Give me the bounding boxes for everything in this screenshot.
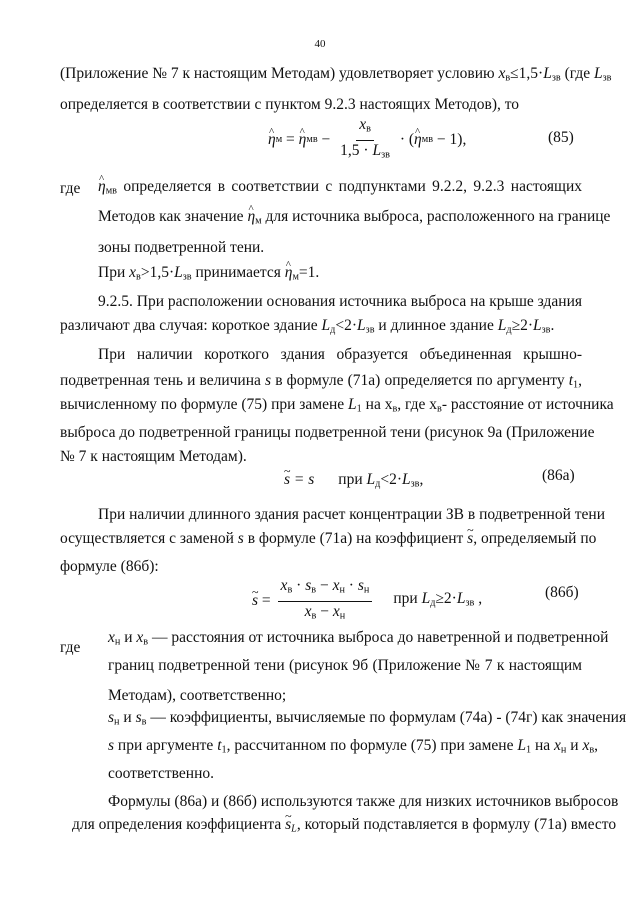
subscript: мв xyxy=(105,185,117,197)
subscript: н xyxy=(339,610,346,622)
text: ≥2· xyxy=(511,317,533,334)
where-label: где xyxy=(60,180,81,197)
eta-symbol: η xyxy=(414,131,422,148)
subscript: 1 xyxy=(525,744,532,756)
equation-86b xyxy=(252,578,482,624)
subscript: зв xyxy=(602,72,612,84)
subscript: д xyxy=(330,324,336,336)
p-short-line-1: При наличии короткого здания образуется объединенная крышно- xyxy=(98,346,582,363)
equation-number-85: (85) xyxy=(548,129,574,146)
text: — расстояния от источника выброса до наветренной и подветренной xyxy=(148,629,609,646)
var-L: L xyxy=(174,264,183,281)
var-L: L xyxy=(421,589,431,607)
text: = xyxy=(258,592,275,609)
var-x: x xyxy=(582,737,590,754)
subscript: н xyxy=(114,716,120,728)
subscript: в xyxy=(366,123,371,135)
var-s: s xyxy=(135,709,142,726)
var-x: x xyxy=(498,65,506,82)
text: = xyxy=(282,131,299,148)
fraction xyxy=(278,576,373,626)
subscript: в xyxy=(311,584,317,596)
var-s: s xyxy=(357,576,364,594)
var-x: x xyxy=(359,115,367,133)
eta-symbol: η xyxy=(298,131,307,148)
eta-symbol: η xyxy=(268,131,276,148)
equation-86a xyxy=(284,470,423,495)
subscript: в xyxy=(287,584,293,596)
var-L: L xyxy=(357,317,366,334)
eta-symbol: η xyxy=(247,208,256,225)
text: >1,5· xyxy=(140,264,175,281)
text: различают два случая: короткое здание xyxy=(60,317,322,334)
subscript: мв xyxy=(306,134,318,145)
p-short-line-4: выброса до подветренной границы подветренной тени (рисунок 9а (Приложение xyxy=(60,424,595,441)
subscript: 1 xyxy=(356,403,362,415)
subscript: в xyxy=(311,610,317,622)
text: − xyxy=(316,602,333,620)
var-L: L xyxy=(497,317,507,334)
subscript: 1 xyxy=(221,744,227,756)
text: ≥2· xyxy=(435,589,457,607)
text: <2· xyxy=(335,317,358,334)
subscript: в xyxy=(505,72,511,84)
p-long-line-2 xyxy=(60,529,597,549)
subscript: в xyxy=(136,271,141,283)
subscript: зв xyxy=(551,72,561,84)
text: − 1), xyxy=(433,131,467,148)
text: и длинное здание xyxy=(374,317,498,334)
text: , где х xyxy=(397,396,438,413)
text: . xyxy=(550,317,555,334)
equation-85 xyxy=(268,117,466,163)
text: в формуле (71а) на коэффициент xyxy=(243,530,468,547)
var-x: x xyxy=(332,602,340,620)
subscript: зв xyxy=(465,597,475,609)
intro-line-1 xyxy=(60,64,612,89)
p-final-line-1: Формулы (86а) и (86б) используются также для низких источников выбросов xyxy=(108,793,619,810)
text: 1,5 · xyxy=(340,141,373,159)
var-x: x xyxy=(332,576,340,594)
var-L: L xyxy=(366,471,376,488)
var-s: s xyxy=(108,737,115,754)
text: , который подставляется в формулу (71а) вместо xyxy=(296,816,617,833)
subscript: м xyxy=(292,271,299,283)
subscript: н xyxy=(560,744,567,756)
eta-symbol: η xyxy=(284,264,293,281)
where2-line-4 xyxy=(108,708,627,733)
p-short-line-3 xyxy=(60,395,614,420)
where2-line-2: границ подветренной тени (рисунок 9б (Приложение № 7 к настоящим xyxy=(108,657,582,674)
subscript: д xyxy=(506,324,512,336)
text: при xyxy=(393,589,422,607)
var-L: L xyxy=(543,65,552,82)
text: для определения коэффициента xyxy=(72,816,286,833)
p-short-line-2 xyxy=(60,371,582,396)
var-L: L xyxy=(402,471,411,488)
text: , рассчитанном по формуле (75) при замене xyxy=(226,737,518,754)
text: при xyxy=(338,471,367,488)
subscript: в xyxy=(141,716,147,728)
var-s-tilde: s xyxy=(467,530,474,547)
text: и xyxy=(119,709,136,726)
text: , xyxy=(578,372,582,389)
p-long-line-1: При наличии длинного здания расчет концентрации ЗВ в подветренной тени xyxy=(98,506,606,523)
var-t: t xyxy=(217,737,222,754)
page-number: 40 xyxy=(314,38,326,50)
text: принимается xyxy=(191,264,285,281)
eta-symbol: η xyxy=(98,178,106,195)
var-x: x xyxy=(304,602,312,620)
subscript: L xyxy=(291,823,297,835)
var-L: L xyxy=(372,141,382,159)
text: на х xyxy=(361,396,393,413)
subscript: 1 xyxy=(573,379,579,391)
text: <2· xyxy=(380,471,402,488)
p925-line-1: 9.2.5. При расположении основания источника выброса на крыше здания xyxy=(98,293,582,310)
text: для источника выброса, расположенного на границе xyxy=(261,208,611,225)
var-x: x xyxy=(129,264,137,281)
subscript: н xyxy=(363,584,370,596)
var-x: x xyxy=(136,629,144,646)
equation-number-86b: (86б) xyxy=(545,584,579,601)
text: и xyxy=(566,737,583,754)
intro-line-2: определяется в соответствии с пунктом 9.2.3 настоящих Методов), то xyxy=(60,96,520,113)
var-L: L xyxy=(456,589,466,607)
text: (где xyxy=(560,65,594,82)
var-L: L xyxy=(593,65,603,82)
text: − xyxy=(316,576,333,594)
where1-line-3: зоны подветренной тени. xyxy=(98,239,265,256)
subscript: зв xyxy=(410,478,420,490)
where1-line-2 xyxy=(98,207,611,232)
subscript: в xyxy=(437,403,442,415)
where1-line-1 xyxy=(98,177,582,202)
where2-line-3: Методам), соответственно; xyxy=(108,687,287,704)
var-x: x xyxy=(108,629,115,646)
text: (Приложение № 7 к настоящим Методам) удовлетворяет условию xyxy=(60,65,499,82)
var-L: L xyxy=(348,396,357,413)
subscript: д xyxy=(375,478,381,490)
text: в формуле (71а) определяется по аргументу xyxy=(271,372,569,389)
var-L: L xyxy=(321,317,331,334)
text: , xyxy=(594,737,599,754)
subscript: зв xyxy=(541,324,551,336)
where2-line-5 xyxy=(108,736,599,761)
subscript: н xyxy=(114,636,121,648)
subscript: м xyxy=(275,134,283,145)
text: , xyxy=(474,589,483,607)
text: при аргументе xyxy=(114,737,218,754)
text: = s xyxy=(290,471,315,488)
var-t: t xyxy=(568,372,574,389)
text: =1. xyxy=(298,264,320,281)
subscript: мв xyxy=(421,134,434,145)
subscript: м xyxy=(255,215,262,227)
where1-line-4 xyxy=(98,263,319,288)
subscript: зв xyxy=(365,324,375,336)
var-s: s xyxy=(265,372,272,389)
text: ≤1,5· xyxy=(510,65,544,82)
text: , xyxy=(419,471,424,488)
subscript: н xyxy=(339,584,345,596)
text: подветренная тень и величина xyxy=(60,372,266,389)
text: определяется в соответствии с подпунктами 9.2.2, 9.2.3 настоящих xyxy=(117,178,582,195)
text: — коэффициенты, вычисляемые по формулам (74а) - (74г) как значения xyxy=(146,709,627,726)
var-s-tilde: s xyxy=(252,592,259,609)
subscript: д xyxy=(430,597,436,609)
fraction xyxy=(337,115,393,165)
p-long-line-3: формуле (86б): xyxy=(60,558,159,575)
subscript: в xyxy=(589,744,595,756)
where2-line-1 xyxy=(108,628,609,653)
subscript: зв xyxy=(381,149,390,161)
text: вычисленному по формуле (75) при замене xyxy=(60,396,349,413)
text: на xyxy=(531,737,555,754)
p925-line-2 xyxy=(60,316,554,341)
where2-line-6: соответственно. xyxy=(108,765,214,782)
text: − xyxy=(317,131,335,148)
text: - расстояние от источника xyxy=(441,396,614,413)
text: и xyxy=(120,629,137,646)
p-final-line-2 xyxy=(72,815,617,840)
text: Методов как значение xyxy=(98,208,248,225)
where-label: где xyxy=(60,639,81,656)
var-s: s xyxy=(108,709,115,726)
equation-number-86a: (86а) xyxy=(542,467,575,484)
var-s: s xyxy=(237,530,244,547)
var-s: s xyxy=(305,576,312,594)
subscript: в xyxy=(143,636,149,648)
text: · xyxy=(292,576,306,594)
text: · xyxy=(344,576,358,594)
text: осуществляется с заменой xyxy=(60,530,238,547)
text: · ( xyxy=(395,131,415,148)
var-s-tilde: s xyxy=(284,471,291,488)
text: При xyxy=(98,264,130,281)
subscript: в xyxy=(392,403,398,415)
var-L: L xyxy=(517,737,526,754)
var-L: L xyxy=(532,317,542,334)
p-short-line-5: № 7 к настоящим Методам). xyxy=(60,448,247,465)
var-x: x xyxy=(280,576,288,594)
subscript: зв xyxy=(182,271,192,283)
var-x: x xyxy=(554,737,561,754)
text: , определяемый по xyxy=(473,530,597,547)
var-s-tilde: s xyxy=(285,816,292,833)
